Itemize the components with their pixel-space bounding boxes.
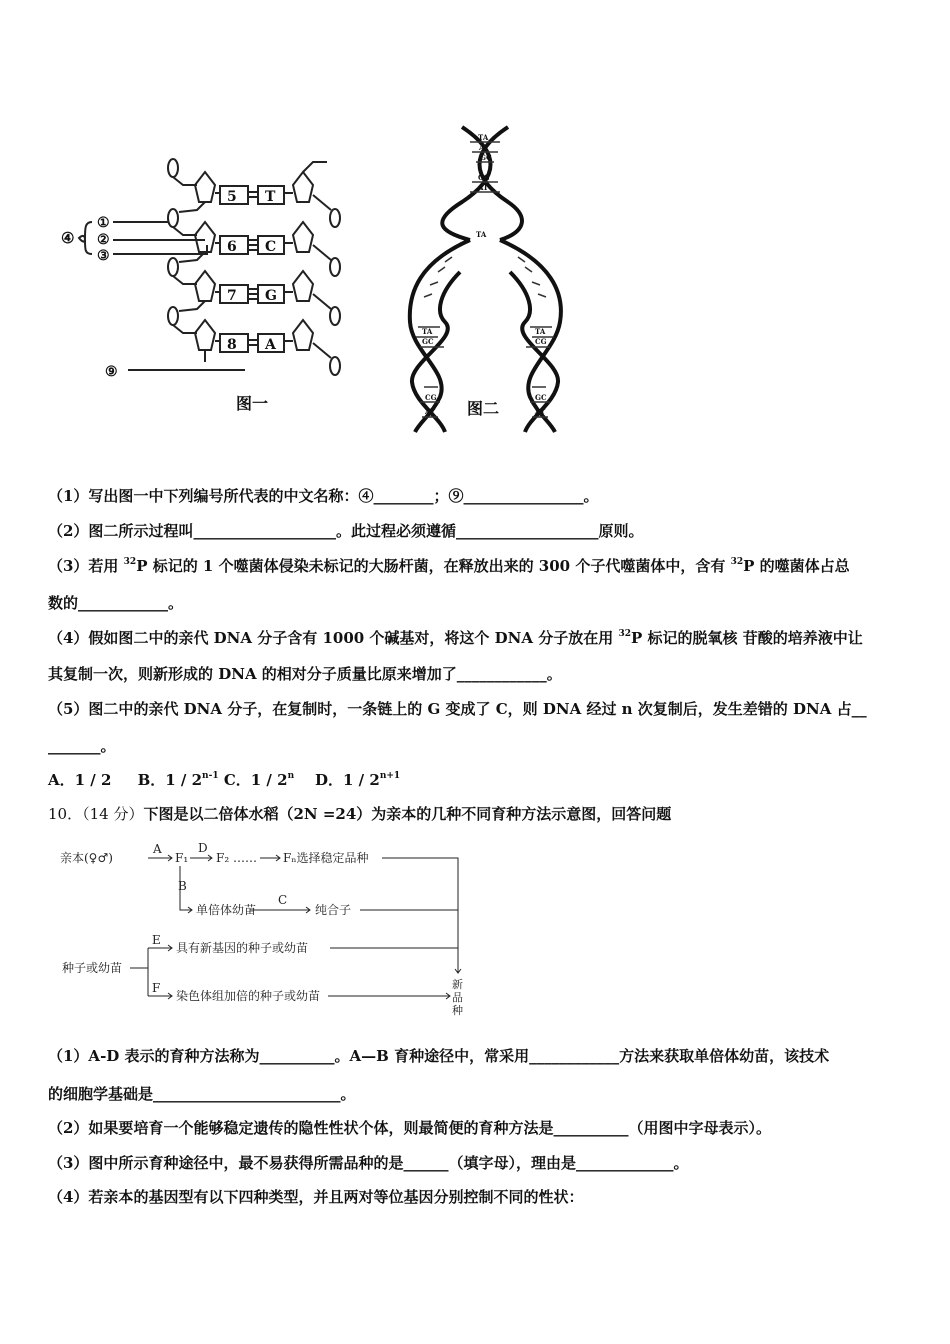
pair-label-4: CG [478, 173, 490, 182]
diagram-label-f: F [152, 981, 161, 995]
phosphate-right-3 [330, 307, 340, 325]
q9-part5: （5）图二中的亲代 DNA 分子，在复制时，一条链上的 G 变成了 C，则 DNA 经过 n 次复制后，发生差错的 DNA 占__ [48, 700, 867, 718]
diagram-newgene: 具有新基因的种子或幼苗 [176, 941, 309, 955]
sugar-right-3 [293, 271, 313, 301]
figure-1-dna-structure [55, 150, 355, 420]
pair-label-9: CG [425, 393, 437, 402]
pair-label-12: CG [535, 337, 547, 346]
sugar-left-3 [195, 271, 215, 301]
row2-number: 6 [227, 239, 237, 255]
row3-base: G [265, 288, 277, 304]
sugar-right-4 [293, 320, 313, 350]
diagram-new-2: 品 [452, 991, 463, 1004]
q10-part3: （3）图中所示育种途径中，最不易获得所需品种的是______（填字母），理由是_____________。 [48, 1154, 689, 1172]
q9-part4: （4）假如图二中的亲代 DNA 分子含有 1000 个碱基对，将这个 DNA 分子放在用 $^{32}$P 标记的脱氧核 苷酸的培养液中让 [48, 629, 863, 647]
q9-part1: （1）写出图一中下列编号所代表的中文名称：④________；⑨________________。 [48, 487, 599, 505]
phosphate-right-1 [330, 209, 340, 227]
row2-base: C [265, 239, 277, 255]
pair-label-11: TA [535, 327, 546, 336]
sugar-left-1 [195, 172, 215, 202]
diagram-new-1: 新 [452, 978, 463, 991]
diagram-new-3: 种 [452, 1004, 463, 1017]
diagram-label-b: B [178, 879, 187, 893]
diagram-label-a: A [153, 842, 162, 856]
diagram-f2-chain: F₂ …… [216, 851, 257, 865]
q10-part4: （4）若亲本的基因型有以下四种类型，并且两对等位基因分别控制不同的性状： [48, 1188, 584, 1206]
option-d: D．$1 / 2^{n+1}$ [315, 771, 401, 789]
figure-1-caption: 图一 [236, 394, 269, 413]
q10-part1-cont: 的细胞学基础是_________________________。 [48, 1085, 356, 1103]
figure-2-dna-replication [400, 122, 585, 434]
diagram-label-e: E [152, 933, 161, 947]
diagram-f1: F₁ [175, 851, 189, 865]
q9-part4-cont: 其复制一次，则新形成的 DNA 的相对分子质量比原来增加了____________。 [48, 665, 562, 683]
q9-part2: （2）图二所示过程叫___________________。此过程必须遵循___________________原则。 [48, 522, 644, 540]
q10-header: 10．（14 分）下图是以二倍体水稻（2N =24）为亲本的几种不同育种方法示意图，回答问题 [48, 805, 672, 823]
breeding-diagram [60, 838, 480, 1023]
phosphate-right-4 [330, 357, 340, 375]
row4-base: A [265, 337, 276, 353]
diagram-label-c: C [278, 893, 288, 907]
diagram-parent: 亲本(♀♂) [60, 851, 113, 865]
phosphate-left-4 [168, 307, 178, 325]
diagram-haploid: 单倍体幼苗 [196, 903, 257, 917]
row4-number: 8 [227, 337, 237, 353]
label-3: ③ [97, 248, 110, 264]
option-a: A．1 / 2 [48, 771, 112, 789]
row3-number: 7 [227, 288, 237, 304]
pair-label-8: GC [422, 337, 434, 346]
q9-part3-cont: 数的____________。 [48, 594, 184, 612]
sugar-right-1 [293, 172, 313, 202]
pair-label-7: TA [422, 327, 433, 336]
pair-label-3: GC [480, 153, 492, 162]
phosphate-left-3 [168, 258, 178, 276]
option-b: B．1 / 2$^{n-1}$ [137, 771, 219, 789]
pair-label-13: GC [535, 393, 547, 402]
diagram-pure: 纯合子 [315, 903, 352, 917]
figure-2-caption: 图二 [467, 399, 500, 418]
phosphate-left-1 [168, 159, 178, 177]
phosphate-left-2 [168, 209, 178, 227]
option-c: C．1 / 2$^n$ [223, 771, 295, 789]
sugar-left-4 [195, 320, 215, 350]
label-2: ② [97, 232, 110, 248]
q10-part2: （2）如果要培育一个能够稳定遗传的隐性性状个体，则最简便的育种方法是__________（用图中字母表示）。 [48, 1119, 771, 1137]
pair-label-2: AT [479, 143, 490, 152]
label-9: ⑨ [105, 364, 118, 380]
sugar-right-2 [293, 222, 313, 252]
pair-label-14: AT [535, 407, 546, 416]
q9-part3: （3）若用 $^{32}$P 标记的 1 个噬菌体侵染未标记的大肠杆菌，在释放出来的 300 个子代噬菌体中，含有 $^{32}$P 的噬菌体占总 [48, 557, 850, 575]
label-1: ① [97, 215, 110, 231]
phosphate-right-2 [330, 258, 340, 276]
pair-label-10: AT [425, 407, 436, 416]
diagram-seed: 种子或幼苗 [62, 961, 123, 975]
diagram-fn: Fₙ选择稳定品种 [283, 851, 369, 865]
diagram-double: 染色体组加倍的种子或幼苗 [176, 989, 321, 1003]
sugar-left-2 [195, 222, 215, 252]
pair-label-1: TA [478, 133, 489, 142]
pair-label-5: AT [478, 183, 489, 192]
label-4: ④ [61, 229, 75, 247]
q9-part5-cont: _______。 [48, 737, 116, 755]
q9-options [48, 770, 910, 790]
pair-label-6: TA [476, 230, 487, 239]
q10-part1: （1）A-D 表示的育种方法称为__________。A—B 育种途径中，常采用____________方法来获取单倍体幼苗，该技术 [48, 1047, 830, 1065]
diagram-label-d: D [198, 841, 208, 855]
row1-base: T [265, 189, 276, 205]
row1-number: 5 [227, 189, 237, 205]
